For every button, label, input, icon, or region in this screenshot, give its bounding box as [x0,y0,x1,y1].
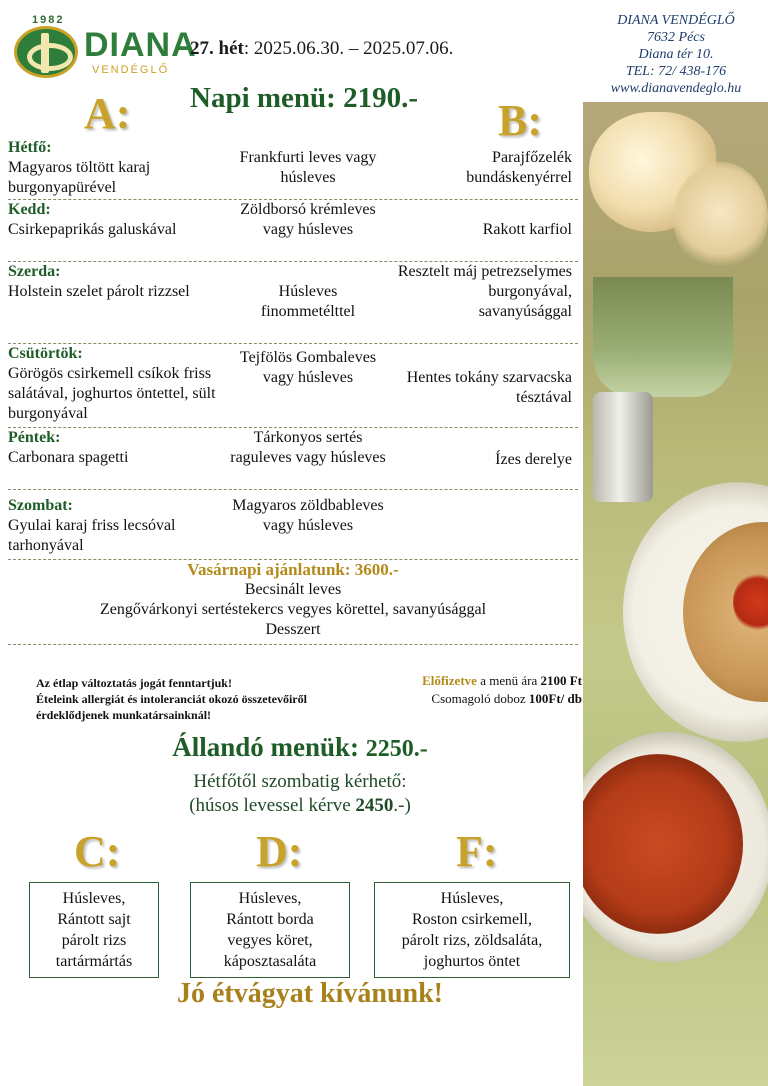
sunday-item: Zengővárkonyi sertéstekercs vegyes körettel, savanyúsággal [99,601,487,618]
week-number: 27. hét [190,38,244,59]
day-label: Csütörtök: [8,345,83,362]
menu-a-cell [8,138,230,198]
menu-a-dish: Görögös csirkemell csíkok friss salátával, joghurtos öntettel, sült burgonyával [8,365,216,422]
menu-a-cell [8,496,230,556]
menu-a-dish: Magyaros töltött karaj burgonyapürével [8,159,151,196]
menu-c-line: Rántott sajt [57,911,131,928]
permanent-price: 2250.- [365,736,428,762]
address-city: 7632 Pécs [647,30,705,45]
permanent-menu-title [60,732,540,763]
menu-b-dish: Parajfőzelék bundáskenyérrel [466,149,572,186]
menu-row-monday [8,138,578,200]
box-price: 100Ft/ db [528,691,582,706]
day-label: Péntek: [8,429,61,446]
soup-cell: Tejfölös Gombaleves vagy húsleves [239,349,377,386]
soup-cell: Tárkonyos sertés raguleves vagy húsleves [230,429,386,466]
menu-d-line: káposztasaláta [223,953,317,970]
menu-b-dish: Rakott karfiol [482,221,572,238]
soup-cell: Magyaros zöldbableves vagy húsleves [232,497,384,534]
permanent-sub2-price: 2450 [355,795,394,816]
address-phone: TEL: 72/ 438-176 [625,64,727,79]
menu-box-d [190,882,350,978]
daily-menu-title: Napi menü: 2190.- [190,82,418,114]
menu-row-thursday [8,344,578,428]
address-name: DIANA VENDÉGLŐ [617,13,735,28]
menu-letter-a: A: [84,89,131,138]
flower-decoration-2 [673,162,768,272]
address-street: Diana tér 10. [638,47,714,62]
disclaimer-note [36,675,366,723]
flower-pot [593,277,733,397]
menu-d-line: Húsleves, [238,890,302,907]
salt-shaker [593,392,653,502]
sunday-item: Desszert [265,621,321,638]
permanent-sub-1: Hétfőtől szombatig kérhető: [193,771,407,792]
menu-a-dish: Holstein szelet párolt rizzsel [8,283,190,300]
week-dates: : 2025.06.30. – 2025.07.06. [243,38,454,59]
menu-f-line: Roston csirkemell, [412,911,532,928]
permanent-sub-2 [60,794,540,818]
menu-letter-c: C: [74,827,121,876]
menu-c-line: Húsleves, [62,890,126,907]
pricing-note [356,672,582,708]
menu-a-cell [8,428,230,468]
permanent-sub2-post: .-) [393,795,411,816]
menu-d-line: vegyes köret, [227,932,313,949]
day-label: Hétfő: [8,139,52,156]
sunday-offer [8,560,578,645]
menu-box-f [374,882,570,978]
disclaimer-line-1: Az étlap változtatás jogát fenntartjuk! [36,676,232,690]
address-web[interactable]: www.dianavendeglo.hu [610,81,742,96]
menu-b-dish: Ízes derelye [495,451,572,468]
restaurant-logo [14,14,197,84]
menu-b-dish: Hentes tokány szarvacska tésztával [406,369,572,406]
menu-c-line: párolt rizs [61,932,127,949]
menu-row-tuesday [8,200,578,262]
daily-menu-table [8,138,578,560]
menu-a-dish: Gyulai karaj friss lecsóval tarhonyával [8,517,176,554]
menu-letter-d: D: [256,827,303,876]
day-label: Szerda: [8,263,61,280]
soup-cell: Frankfurti leves vagy húsleves [239,149,377,186]
menu-letter-f: F: [456,827,498,876]
sunday-item: Becsinált leves [244,581,342,598]
box-text: Csomagoló doboz [431,691,529,706]
disclaimer-line-2: Ételeink allergiát és intoleranciát okozó összetevőiről érdeklődjenek munkatársainknál! [36,692,307,722]
subscription-text: a menü ára [476,673,541,688]
address-block [588,12,764,97]
closing-greeting: Jó étvágyat kívánunk! [176,978,444,1009]
logo-subtitle: VENDÉGLŐ [92,64,170,76]
logo-year: 1982 [32,14,65,26]
week-heading [190,38,453,60]
menu-a-cell [8,200,230,240]
subscription-label: Előfizetve [422,673,477,688]
day-label: Kedd: [8,201,51,218]
box-note [356,690,582,708]
permanent-sub2-pre: (húsos levessel kérve [189,795,356,816]
menu-a-cell [8,344,230,424]
food-photo [583,102,768,1086]
menu-c-line: tartármártás [55,953,133,970]
sunday-title: Vasárnapi ajánlatunk: 3600.- [187,560,399,579]
menu-row-friday [8,428,578,490]
logo-name: DIANA [84,26,197,64]
menu-letter-b: B: [498,96,542,145]
menu-a-cell [8,262,230,302]
menu-b-dish: Resztelt máj petrezselymes burgonyával, savanyúsággal [397,263,572,320]
menu-f-line: Húsleves, [440,890,504,907]
logo-emblem-icon [14,26,78,78]
menu-row-wednesday [8,262,578,344]
subscription-note [356,672,582,690]
menu-f-line: párolt rizs, zöldsaláta, [401,932,543,949]
soup-cell: Húsleves finommetélttel [260,283,356,320]
menu-d-line: Rántott borda [226,911,314,928]
permanent-subtitle [60,770,540,818]
subscription-price: 2100 Ft [540,673,582,688]
permanent-title-text: Állandó menük: [172,732,366,762]
menu-row-saturday [8,490,578,560]
menu-f-line: joghurtos öntet [423,953,521,970]
day-label: Szombat: [8,497,73,514]
menu-a-dish: Csirkepaprikás galuskával [8,221,177,238]
menu-box-c [29,882,159,978]
menu-a-dish: Carbonara spagetti [8,449,129,466]
soup-cell: Zöldborsó krémleves vagy húsleves [240,201,376,238]
